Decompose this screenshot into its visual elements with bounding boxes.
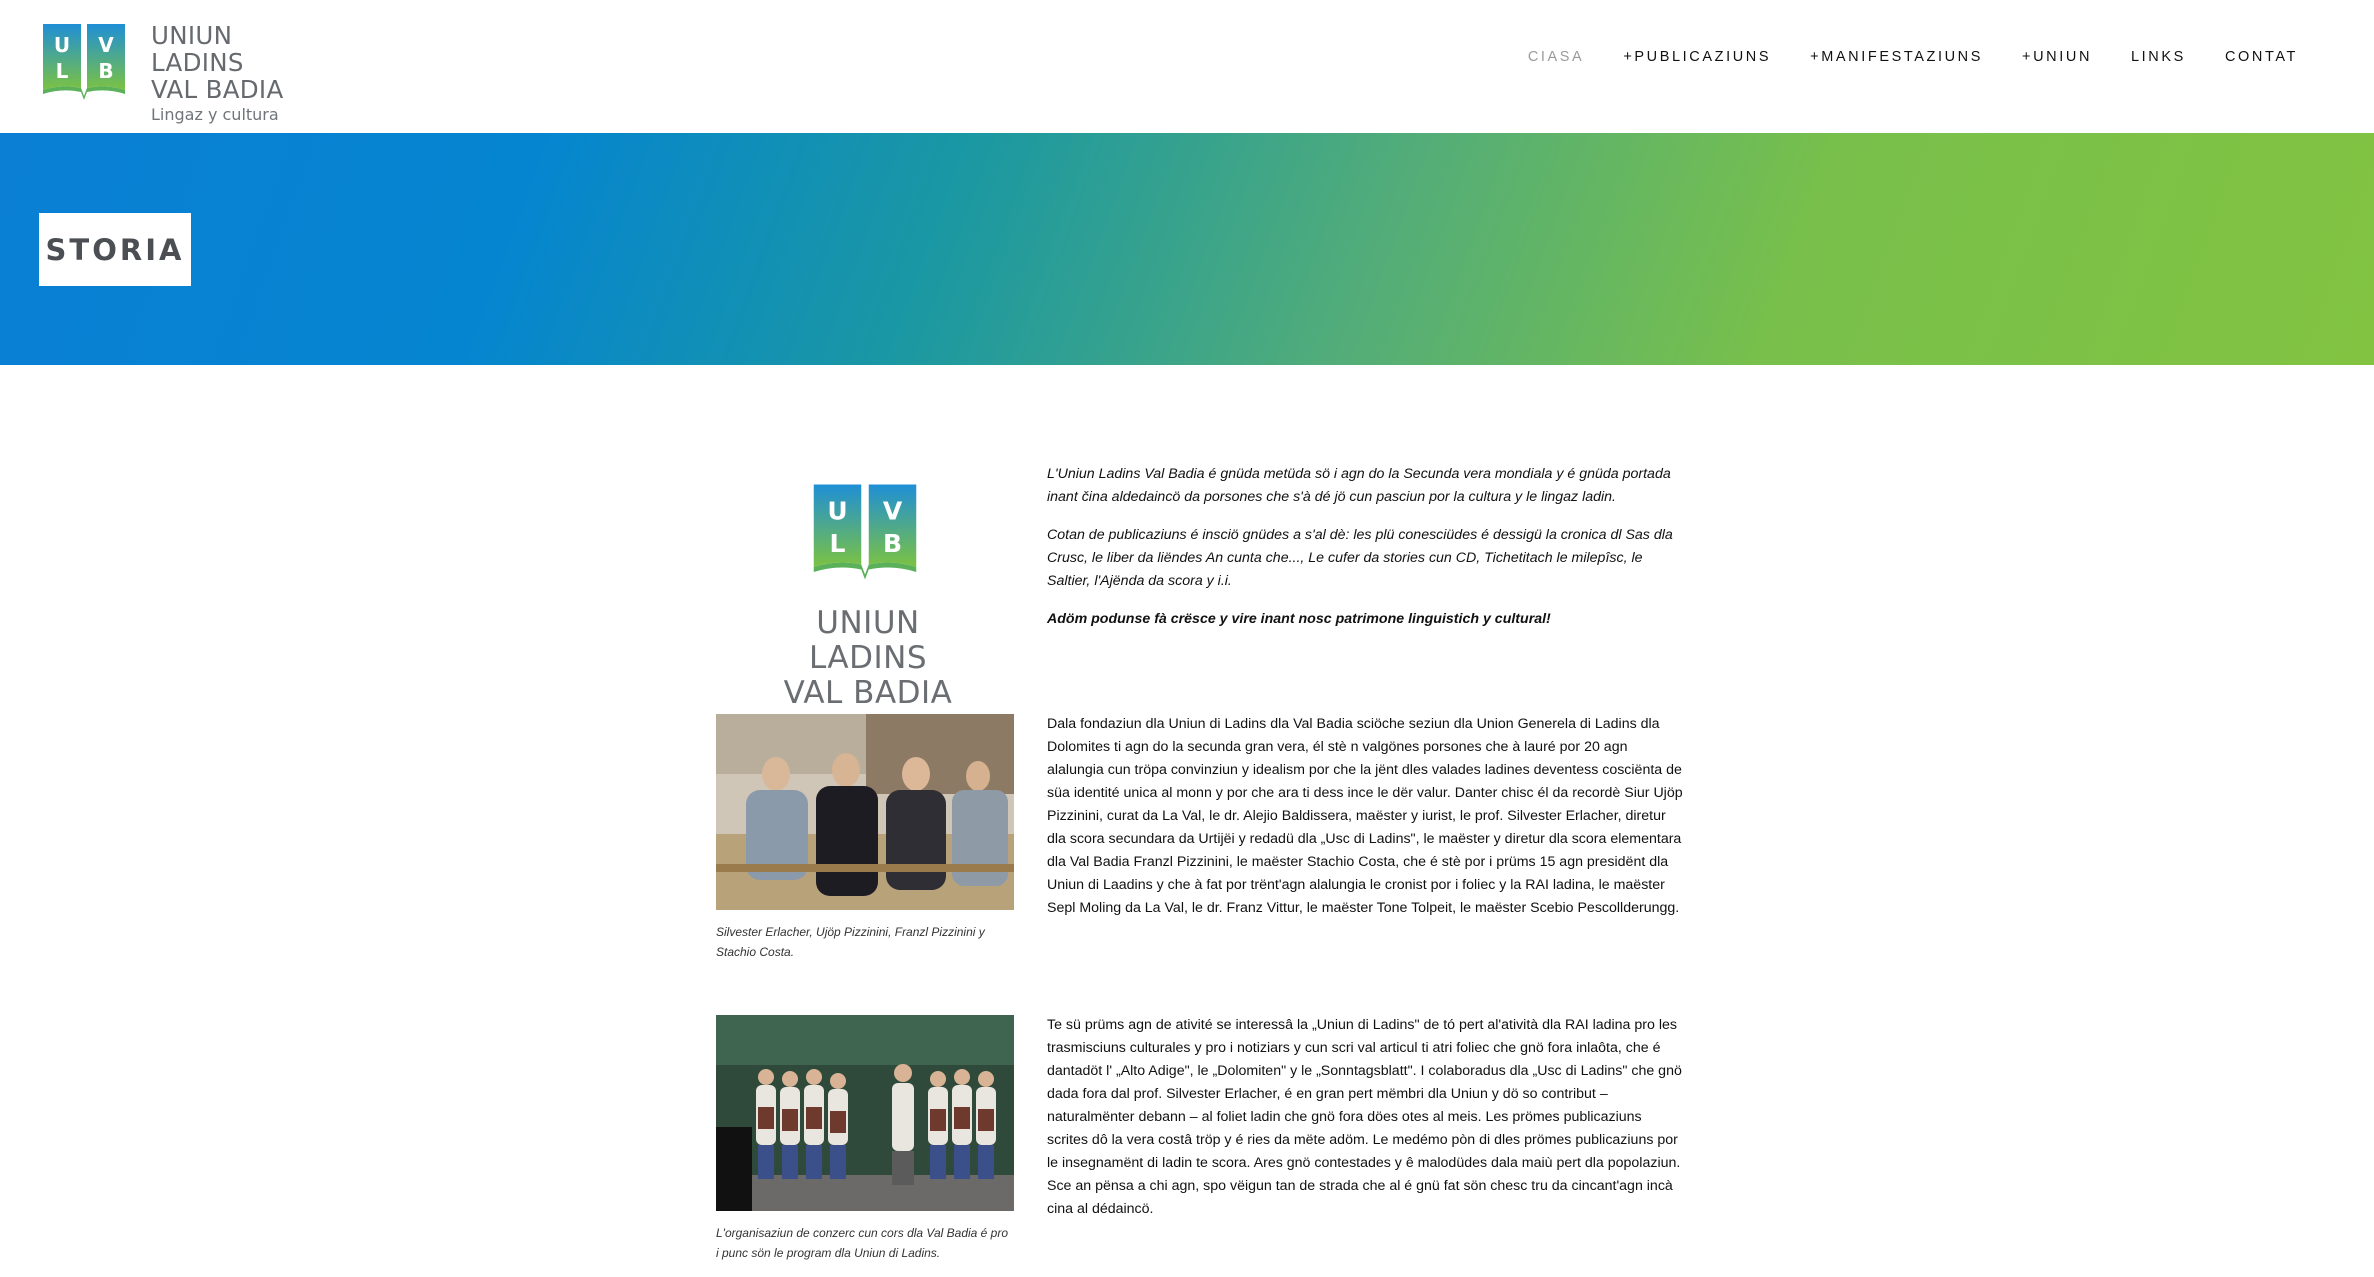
choir-concert-photo [716,1015,1014,1211]
photo-caption: L'organisaziun de conzerc cun cors dla Val Badia é pro i punc sön le program dla Uniun di Ladins. [716,1226,1009,1260]
nav-item-contat[interactable]: CONTAT [2224,49,2298,65]
historic-meeting-photo [716,714,1014,910]
svg-text:V: V [98,33,114,57]
svg-text:B: B [98,59,114,83]
history-paragraph: Dala fondaziun dla Uniun di Ladins dla Val Badia sciöche seziun dla Union Generela di Ladins dla Dolomites ti agn do la secunda gran vera, él stè n valgönes porsones che à lauré por 20 agn alalungia cun tröpa convinziun y idealism por che la jënt dles valades ladines deventess cosciënta de süa identité unica al monn y por che ara ti dess ince le dër valur. Danter chisc él da recordè Siur Ujöp Pizzinini, curat da La Val, le dr. Alejio Baldissera, maëster y iurist, le prof. Silvester Erlacher, diretur dla scora secundara da Urtijëi y redadü dla „Usc di Ladins", le maëster y diretur dla scora elementara dla Val Badia Franzl Pizzinini, le maëster Stachio Costa, che é stè por i prüms 15 agn presidënt dla Uniun di Laadins y che à fat por trënt'agn alalungia le cronist por i foliec y la RAI ladina, le maëster Sepl Moling da La Val, le dr. Franz Vittur, le maëster Tone Tolpeit, le maëster Scebio Pescollderungg. [1047,716,1683,916]
site-header [0,0,2374,133]
svg-text:U: U [827,496,848,526]
site-logo[interactable] [40,21,320,124]
nav-item-links[interactable]: LINKS [2131,49,2186,65]
nav-item-ciasa[interactable]: CIASA [1527,49,1585,65]
page-title-box [39,213,191,286]
logo-line-1: UNIUN LADINS [151,21,244,77]
logo-line-2: VAL BADIA [151,75,284,104]
nav-item-manifestaziuns[interactable]: +MANIFESTAZIUNS [1810,49,1984,65]
content-logo-line-2: VAL BADIA [783,675,953,711]
main-nav [1528,44,2298,70]
ulvb-book-logo-icon [40,22,128,102]
page-title: STORIA [45,232,185,267]
ulvb-book-logo-icon [808,482,922,582]
svg-text:V: V [882,496,903,526]
content-logo-line-1: UNIUN LADINS [808,605,928,676]
nav-item-uniun[interactable]: +UNIUN [2022,49,2093,65]
choir-concert-photo-icon [716,1015,1014,1211]
main-content [0,365,2374,1277]
svg-text:L: L [55,59,69,83]
hero-banner [0,133,2374,365]
logo-tagline: Lingaz y cultura [151,105,279,124]
nav-item-publicaziuns[interactable]: +PUBLICAZIUNS [1623,49,1772,65]
svg-text:L: L [829,529,846,558]
historic-meeting-photo-icon [716,714,1014,910]
content-logo [763,482,973,711]
history-paragraph: Te sü prüms agn de ativité se interessâ la „Uniun di Ladins" de tó pert al'atività dla RAI ladina pro les trasmisciuns culturales y pro i notiziars y cun scri val articul ti atri foliec che gnö fora inlaôta, che é dantadöt l' „Alto Adige", le „Dolomiten" y le „Sonntagsblatt". I colaboradus dla „Usc di Ladins" che gnö dada fora dal prof. Silvester Erlacher, é en gran pert mëmbri dla Uniun y dö so contribut – naturalmënter debann – al foliet ladin che gnö fora döes otes al meis. Les prömes publicaziuns scrites dô la vera costâ tröp y é ries da mëte adöm. Le medémo pòn di dles prömes publicaziuns por le insegnamënt di ladin te scora. Ares gnö contestades y ê malodüdes dala maiù pert dla popolaziun. Sce an pënsa a chi agn, spo vëigun tan de strada che al é gnü fat sön chesc tru da cincant'agn incà cina al dédaincö. [1047,1017,1682,1217]
content-logo-wordmark [763,606,973,711]
intro-paragraph: Cotan de publicaziuns é insciö gnüdes a s'al dè: les plü conesciüdes é dessigü la cronica dl Sas dla Crusc, le liber da liëndes An cunta che..., Le cufer da stories cun CD, Tichetitach le milepîsc, le Saltier, l'Ajënda da scora y i.i. [1047,527,1673,589]
intro-text [1047,463,1683,646]
intro-paragraph: L'Uniun Ladins Val Badia é gnüda metüda sö i agn do la Secunda vera mondiala y é gnüda portada inant čina aldedaincö da porsones che s'à dé jö cun pasciun por la cultura y le lingaz ladin. [1047,466,1671,505]
logo-wordmark [151,22,320,127]
svg-text:B: B [882,529,903,558]
svg-text:U: U [53,33,71,57]
intro-slogan: Adöm podunse fà crësce y vire inant nosc patrimone linguistich y cultural! [1047,611,1551,627]
photo-caption: Silvester Erlacher, Ujöp Pizzinini, Franzl Pizzinini y Stachio Costa. [716,925,985,959]
